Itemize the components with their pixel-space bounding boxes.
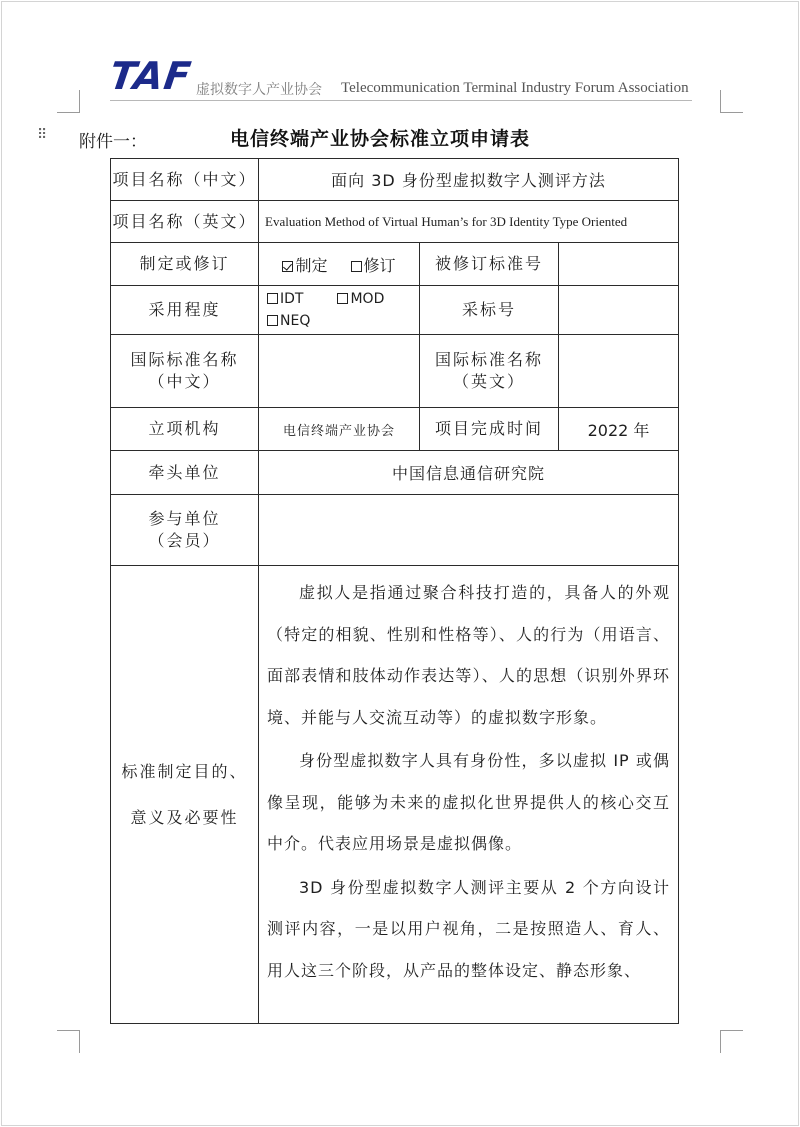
row-adoption-degree (111, 286, 679, 335)
label-participants (111, 495, 259, 566)
value-revised-standard-no[interactable] (559, 243, 679, 286)
neq-option-label: NEQ (280, 313, 311, 329)
establish-options (259, 243, 420, 286)
label-intl-standard-cn (111, 335, 259, 408)
value-purpose[interactable] (259, 566, 679, 1024)
header-org-name-en: Telecommunication Terminal Industry Forum Association (341, 80, 689, 96)
label-purpose-line1: 标准制定目的、 (121, 761, 248, 781)
label-participants-line1: 参与单位 (148, 509, 221, 528)
purpose-paragraph: 虚拟人是指通过聚合科技打造的，具备人的外观（特定的相貌、性别和性格等）、人的行为（用语言、面部表情和肢体动作表达等）、人的思想（识别外界环境、并能与人交流互动等）的虚拟数字形象。 (267, 583, 671, 727)
value-completion-time[interactable]: 2022 年 (559, 408, 679, 451)
label-intl-standard-cn-line2: （中文） (148, 372, 221, 391)
label-project-org: 立项机构 (111, 408, 259, 451)
label-participants-line2: （会员） (148, 531, 221, 550)
revise-option-label: 修订 (363, 255, 396, 275)
crop-mark-bottom-left (57, 1030, 80, 1053)
label-establish-or-revise: 制定或修订 (111, 243, 259, 286)
purpose-paragraph: 3D 身份型虚拟数字人测评主要从 2 个方向设计测评内容，一是以用户视角，二是按照造人、育人、用人这三个阶段，从产品的整体设定、静态形象、 (267, 877, 671, 980)
label-adoption-degree: 采用程度 (111, 286, 259, 335)
row-name-en (111, 201, 679, 243)
application-form-table (110, 158, 679, 1024)
value-project-org[interactable]: 电信终端产业协会 (259, 408, 420, 451)
label-name-en: 项目名称（英文） (111, 201, 259, 243)
establish-checkbox[interactable] (282, 261, 293, 272)
crop-mark-top-right (720, 90, 743, 113)
establish-option-label: 制定 (295, 255, 328, 275)
label-name-cn: 项目名称（中文） (111, 159, 259, 201)
label-intl-standard-en (420, 335, 559, 408)
label-purpose-line2: 意义及必要性 (130, 807, 239, 827)
table-move-handle-icon[interactable]: ⠿ (37, 127, 47, 143)
header-org-name-cn: 虚拟数字人产业协会 (196, 82, 322, 98)
mod-checkbox[interactable] (337, 293, 348, 304)
value-intl-standard-cn[interactable] (259, 335, 420, 408)
revise-checkbox[interactable] (351, 261, 362, 272)
row-establish-or-revise (111, 243, 679, 286)
label-intl-standard-en-line1: 国际标准名称 (434, 350, 543, 369)
purpose-paragraph: 身份型虚拟数字人具有身份性，多以虚拟 IP 或偶像呈现，能够为未来的虚拟化世界提供人的核心交互中介。代表应用场景是虚拟偶像。 (267, 751, 671, 853)
label-intl-standard-cn-line1: 国际标准名称 (130, 350, 239, 369)
document-title: 电信终端产业协会标准立项申请表 (230, 128, 531, 150)
row-international-standard (111, 335, 679, 408)
value-name-en[interactable]: Evaluation Method of Virtual Human’s for 3D Identity Type Oriented (259, 201, 679, 243)
value-name-cn[interactable]: 面向 3D 身份型虚拟数字人测评方法 (259, 159, 679, 201)
label-adopted-standard-no: 采标号 (420, 286, 559, 335)
row-participants (111, 495, 679, 566)
row-project-org (111, 408, 679, 451)
row-lead-unit (111, 451, 679, 495)
row-name-cn (111, 159, 679, 201)
label-revised-standard-no: 被修订标准号 (420, 243, 559, 286)
attachment-label: 附件一： (79, 132, 147, 152)
crop-mark-top-left (57, 90, 80, 113)
neq-checkbox[interactable] (267, 315, 278, 326)
value-lead-unit[interactable]: 中国信息通信研究院 (259, 451, 679, 495)
page-header (106, 54, 700, 102)
label-completion-time: 项目完成时间 (420, 408, 559, 451)
value-participants[interactable] (259, 495, 679, 566)
crop-mark-bottom-right (720, 1030, 743, 1053)
idt-option-label: IDT (280, 291, 304, 307)
value-adopted-standard-no[interactable] (559, 286, 679, 335)
label-lead-unit: 牵头单位 (111, 451, 259, 495)
row-purpose (111, 566, 679, 1024)
value-intl-standard-en[interactable] (559, 335, 679, 408)
adoption-options (259, 286, 420, 335)
mod-option-label: MOD (350, 291, 385, 307)
label-purpose (111, 566, 259, 1024)
label-intl-standard-en-line2: （英文） (452, 372, 525, 391)
taf-logo: TAF (106, 54, 195, 98)
idt-checkbox[interactable] (267, 293, 278, 304)
header-rule (110, 100, 692, 101)
